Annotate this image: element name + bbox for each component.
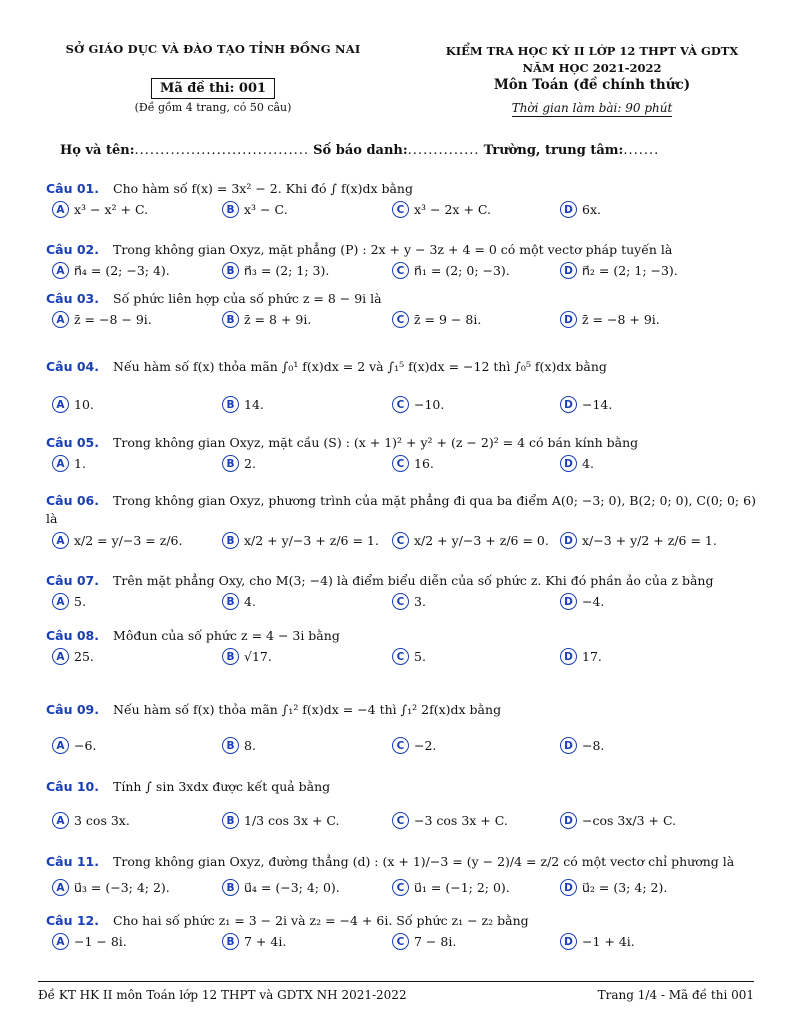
option-text: 5. [414, 649, 426, 664]
option-d[interactable] [560, 933, 635, 950]
question-number: Câu 05. [46, 435, 100, 450]
option-text: −4. [582, 594, 605, 609]
options-row [46, 455, 758, 477]
time-limit: Thời gian làm bài: 90 phút [511, 101, 673, 115]
option-b[interactable] [222, 593, 256, 610]
option-d[interactable] [560, 879, 667, 896]
page-count-note: (Đề gồm 4 trang, có 50 câu) [134, 101, 292, 114]
school-year: NĂM HỌC 2021-2022 [522, 61, 662, 75]
question-stem: Nếu hàm số f(x) thỏa mãn ∫₀¹ f(x)dx = 2 và ∫₁⁵ f(x)dx = −12 thì ∫₀⁵ f(x)dx bằng [113, 359, 607, 374]
option-d[interactable] [560, 201, 601, 218]
option-text: x/2 = y/−3 = z/6. [74, 533, 183, 548]
question-stem: Trong không gian Oxyz, đường thẳng (d) : (x + 1)/−3 = (y − 2)/4 = z/2 có một vectơ chỉ phương là [113, 854, 735, 869]
question-stem: Môđun của số phức z = 4 − 3i bằng [113, 628, 340, 643]
option-c[interactable] [392, 737, 436, 754]
option-a[interactable] [52, 262, 170, 279]
question-08 [46, 627, 758, 670]
option-letter-d: D [560, 396, 577, 413]
option-d[interactable] [560, 737, 604, 754]
option-text: z̄ = −8 − 9i. [74, 312, 152, 327]
option-letter-b: B [222, 812, 239, 829]
option-b[interactable] [222, 455, 256, 472]
option-c[interactable] [392, 455, 434, 472]
option-letter-a: A [52, 812, 69, 829]
option-text: x³ − C. [244, 202, 288, 217]
option-letter-a: A [52, 262, 69, 279]
option-d[interactable] [560, 648, 602, 665]
option-text: u⃗₂ = (3; 4; 2). [582, 880, 668, 895]
question-06 [46, 492, 758, 554]
options-row [46, 201, 758, 223]
question-03 [46, 290, 758, 333]
option-d[interactable] [560, 396, 612, 413]
question-number: Câu 04. [46, 359, 100, 374]
option-text: x/2 + y/−3 + z/6 = 0. [414, 533, 549, 548]
option-a[interactable] [52, 532, 182, 549]
option-text: 3. [414, 594, 426, 609]
option-c[interactable] [392, 879, 510, 896]
option-letter-c: C [392, 455, 409, 472]
option-b[interactable] [222, 933, 286, 950]
option-c[interactable] [392, 933, 456, 950]
option-letter-c: C [392, 933, 409, 950]
option-letter-d: D [560, 737, 577, 754]
option-letter-a: A [52, 648, 69, 665]
question-01 [46, 180, 758, 223]
option-a[interactable] [52, 737, 96, 754]
option-letter-a: A [52, 737, 69, 754]
question-stem: Tính ∫ sin 3xdx được kết quả bằng [113, 779, 331, 794]
question-number: Câu 01. [46, 181, 100, 196]
option-letter-b: B [222, 593, 239, 610]
option-letter-d: D [560, 311, 577, 328]
option-a[interactable] [52, 933, 127, 950]
option-letter-b: B [222, 532, 239, 549]
option-letter-a: A [52, 311, 69, 328]
option-text: −8. [582, 738, 605, 753]
option-letter-a: A [52, 455, 69, 472]
option-letter-a: A [52, 396, 69, 413]
option-letter-c: C [392, 737, 409, 754]
option-d[interactable] [560, 593, 604, 610]
option-text: n⃗₃ = (2; 1; 3). [244, 263, 330, 278]
option-text: −3 cos 3x + C. [414, 813, 508, 828]
option-text: −1 + 4i. [582, 934, 635, 949]
option-text: −10. [414, 397, 445, 412]
option-b[interactable] [222, 201, 288, 218]
question-number: Câu 07. [46, 573, 100, 588]
option-text: n⃗₄ = (2; −3; 4). [74, 263, 170, 278]
question-number: Câu 09. [46, 702, 100, 717]
option-letter-c: C [392, 201, 409, 218]
option-a[interactable] [52, 812, 130, 829]
exam-title: KIỂM TRA HỌC KỲ II LỚP 12 THPT VÀ GDTX [445, 44, 739, 58]
school-field: ....... [623, 143, 660, 158]
question-11 [46, 853, 758, 901]
option-letter-d: D [560, 933, 577, 950]
option-letter-b: B [222, 879, 239, 896]
question-stem: Trong không gian Oxyz, mặt cầu (S) : (x + 1)² + y² + (z − 2)² = 4 có bán kính bằng [113, 435, 639, 450]
question-number: Câu 08. [46, 628, 100, 643]
id-field: .............. [407, 143, 480, 158]
option-text: −cos 3x/3 + C. [582, 813, 677, 828]
option-c[interactable] [392, 648, 426, 665]
options-row [46, 879, 758, 901]
option-text: z̄ = 8 + 9i. [244, 312, 312, 327]
option-a[interactable] [52, 593, 86, 610]
question-05 [46, 434, 758, 477]
question-stem: Trong không gian Oxyz, phương trình của mặt phẳng đi qua ba điểm A(0; −3; 0), B(2; 0; 0), C(0; 0; 6) là [46, 493, 756, 526]
question-number: Câu 10. [46, 779, 100, 794]
options-row [46, 532, 758, 554]
question-number: Câu 02. [46, 242, 100, 257]
options-row [46, 648, 758, 670]
option-letter-b: B [222, 311, 239, 328]
option-letter-d: D [560, 879, 577, 896]
option-text: z̄ = −8 + 9i. [582, 312, 660, 327]
option-letter-b: B [222, 262, 239, 279]
question-07 [46, 572, 758, 615]
option-letter-a: A [52, 933, 69, 950]
option-letter-d: D [560, 812, 577, 829]
option-letter-c: C [392, 396, 409, 413]
option-letter-c: C [392, 262, 409, 279]
option-text: n⃗₁ = (2; 0; −3). [414, 263, 510, 278]
option-c[interactable] [392, 262, 510, 279]
option-text: 1/3 cos 3x + C. [244, 813, 340, 828]
option-text: 8. [244, 738, 256, 753]
option-text: 7 + 4i. [244, 934, 287, 949]
option-letter-c: C [392, 311, 409, 328]
option-text: 10. [74, 397, 94, 412]
option-c[interactable] [392, 532, 549, 549]
option-c[interactable] [392, 396, 444, 413]
option-letter-b: B [222, 201, 239, 218]
option-text: 2. [244, 456, 256, 471]
option-letter-b: B [222, 396, 239, 413]
option-d[interactable] [560, 311, 660, 328]
option-d[interactable] [560, 262, 678, 279]
option-text: −1 − 8i. [74, 934, 127, 949]
name-field: .................................. [134, 143, 310, 158]
option-d[interactable] [560, 812, 676, 829]
option-letter-b: B [222, 648, 239, 665]
question-stem: Cho hàm số f(x) = 3x² − 2. Khi đó ∫ f(x)dx bằng [113, 181, 413, 196]
option-letter-b: B [222, 737, 239, 754]
option-a[interactable] [52, 455, 86, 472]
option-b[interactable] [222, 311, 311, 328]
question-number: Câu 11. [46, 854, 100, 869]
option-letter-c: C [392, 532, 409, 549]
option-b[interactable] [222, 648, 272, 665]
student-info-line [60, 143, 659, 158]
option-c[interactable] [392, 812, 508, 829]
question-09 [46, 701, 758, 759]
option-letter-c: C [392, 879, 409, 896]
option-a[interactable] [52, 311, 152, 328]
option-letter-c: C [392, 593, 409, 610]
option-text: 4. [582, 456, 594, 471]
option-text: u⃗₄ = (−3; 4; 0). [244, 880, 340, 895]
option-text: 16. [414, 456, 434, 471]
footer-page-number: Trang 1/4 - Mã đề thi 001 [597, 988, 754, 1002]
option-b[interactable] [222, 262, 329, 279]
id-label: Số báo danh: [313, 143, 408, 158]
question-number: Câu 06. [46, 493, 100, 508]
option-text: 3 cos 3x. [74, 813, 130, 828]
option-text: x/−3 + y/2 + z/6 = 1. [582, 533, 717, 548]
subject-title: Môn Toán (đề chính thức) [493, 77, 691, 93]
option-text: 7 − 8i. [414, 934, 457, 949]
exam-code-box: Mã đề thi: 001 [151, 78, 275, 99]
option-a[interactable] [52, 396, 94, 413]
option-text: 14. [244, 397, 264, 412]
option-c[interactable] [392, 593, 426, 610]
option-text: 4. [244, 594, 256, 609]
option-c[interactable] [392, 311, 481, 328]
option-text: x³ − x² + C. [74, 202, 149, 217]
option-letter-d: D [560, 262, 577, 279]
question-stem: Trên mặt phẳng Oxy, cho M(3; −4) là điểm biểu diễn của số phức z. Khi đó phần ảo của z bằng [113, 573, 714, 588]
school-label: Trường, trung tâm: [483, 143, 624, 158]
option-letter-d: D [560, 201, 577, 218]
option-text: x/2 + y/−3 + z/6 = 1. [244, 533, 379, 548]
option-text: −14. [582, 397, 613, 412]
option-c[interactable] [392, 201, 491, 218]
option-text: −6. [74, 738, 97, 753]
option-text: x³ − 2x + C. [414, 202, 491, 217]
options-row [46, 311, 758, 333]
options-row [46, 933, 758, 955]
option-text: u⃗₃ = (−3; 4; 2). [74, 880, 170, 895]
options-row [46, 396, 758, 418]
option-letter-c: C [392, 812, 409, 829]
options-row [46, 262, 758, 284]
option-letter-a: A [52, 593, 69, 610]
option-a[interactable] [52, 201, 148, 218]
option-text: 5. [74, 594, 86, 609]
option-letter-c: C [392, 648, 409, 665]
option-text: 1. [74, 456, 86, 471]
footer-divider [38, 981, 754, 982]
department-name: SỞ GIÁO DỤC VÀ ĐÀO TẠO TỈNH ĐỒNG NAI [65, 42, 361, 56]
option-d[interactable] [560, 455, 594, 472]
option-a[interactable] [52, 879, 170, 896]
option-letter-a: A [52, 201, 69, 218]
option-b[interactable] [222, 532, 379, 549]
option-b[interactable] [222, 812, 340, 829]
header-right [412, 44, 772, 117]
footer-left-text: Đề KT HK II môn Toán lớp 12 THPT và GDTX NH 2021-2022 [38, 988, 407, 1002]
option-text: 25. [74, 649, 94, 664]
options-row [46, 593, 758, 615]
option-letter-d: D [560, 532, 577, 549]
option-text: √17. [244, 649, 272, 664]
option-text: 17. [582, 649, 602, 664]
option-letter-b: B [222, 933, 239, 950]
options-row [46, 737, 758, 759]
option-b[interactable] [222, 396, 264, 413]
option-text: −2. [414, 738, 437, 753]
option-b[interactable] [222, 879, 340, 896]
question-stem: Trong không gian Oxyz, mặt phẳng (P) : 2x + y − 3z + 4 = 0 có một vectơ pháp tuyến là [113, 242, 673, 257]
option-letter-a: A [52, 532, 69, 549]
option-b[interactable] [222, 737, 256, 754]
question-stem: Nếu hàm số f(x) thỏa mãn ∫₁² f(x)dx = −4 thì ∫₁² 2f(x)dx bằng [113, 702, 502, 717]
option-letter-b: B [222, 455, 239, 472]
question-02 [46, 241, 758, 284]
option-letter-d: D [560, 648, 577, 665]
question-12 [46, 912, 758, 955]
option-text: z̄ = 9 − 8i. [414, 312, 482, 327]
question-stem: Cho hai số phức z₁ = 3 − 2i và z₂ = −4 + 6i. Số phức z₁ − z₂ bằng [113, 913, 529, 928]
option-text: n⃗₂ = (2; 1; −3). [582, 263, 678, 278]
name-label: Họ và tên: [60, 143, 135, 158]
options-row [46, 812, 758, 834]
question-10 [46, 778, 758, 834]
header-left [40, 42, 386, 114]
option-letter-a: A [52, 879, 69, 896]
option-text: 6x. [582, 202, 601, 217]
option-letter-d: D [560, 593, 577, 610]
option-d[interactable] [560, 532, 717, 549]
question-number: Câu 03. [46, 291, 100, 306]
question-number: Câu 12. [46, 913, 100, 928]
option-a[interactable] [52, 648, 94, 665]
question-04 [46, 358, 758, 418]
option-letter-d: D [560, 455, 577, 472]
question-stem: Số phức liên hợp của số phức z = 8 − 9i là [113, 291, 382, 306]
option-text: u⃗₁ = (−1; 2; 0). [414, 880, 510, 895]
